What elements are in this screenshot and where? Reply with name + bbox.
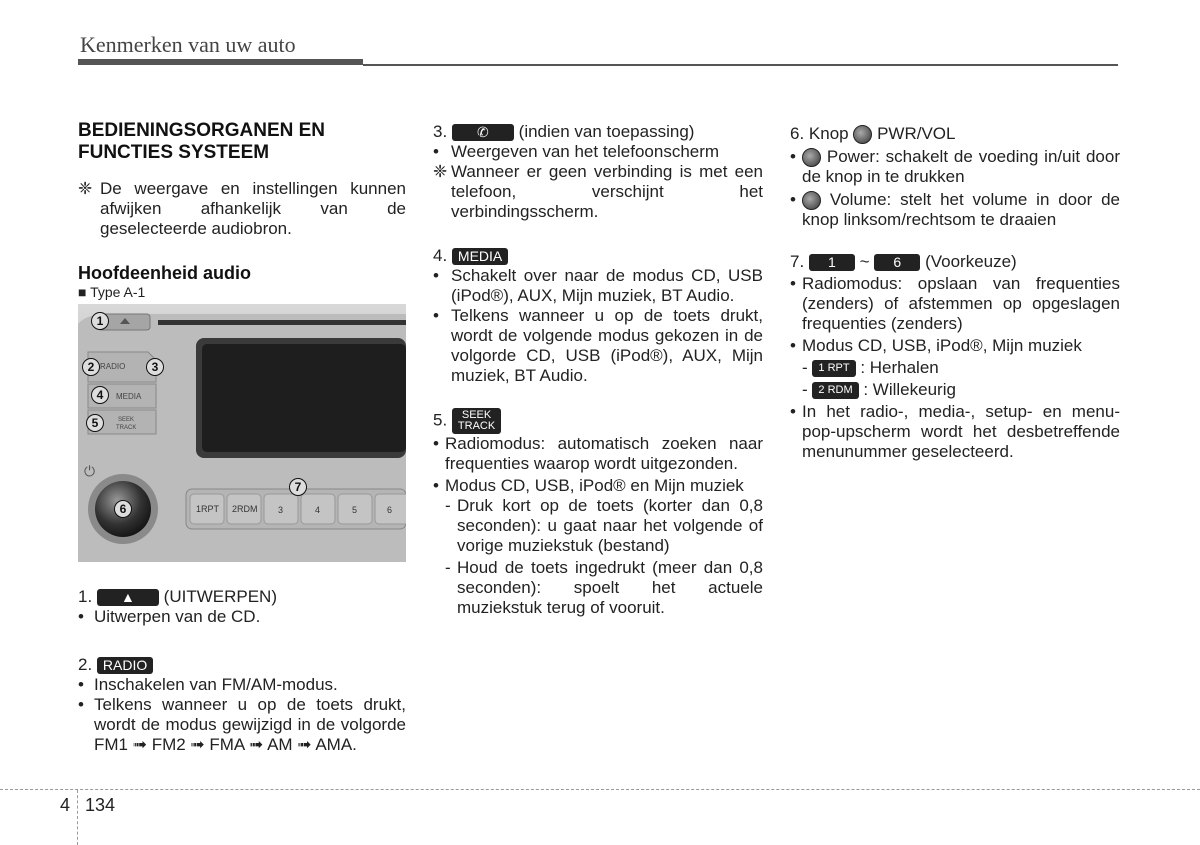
- eject-button-icon: ▲: [97, 589, 159, 606]
- footer-divider: [77, 790, 78, 845]
- item-1-suffix: (UITWERPEN): [163, 587, 277, 606]
- phone-button-icon: ✆: [452, 124, 514, 141]
- item-5-sub-2: - Houd de toets ingedrukt (meer dan 0,8 seconden): spoelt het actuele muziekstuk terug of vooruit.: [445, 558, 763, 617]
- item-5-title: 5. SEEK TRACK: [433, 408, 763, 434]
- preset-label-6: 6: [387, 505, 393, 515]
- preset-6-button-icon: 6: [874, 254, 920, 271]
- item-4-bullet-1: • Schakelt over naar de modus CD, USB (iPod®), AUX, Mijn muziek, BT Audio.: [433, 266, 763, 305]
- knob-icon: [853, 125, 872, 144]
- item-7-bullet-3: • In het radio-, media-, setup- en menu-pop-upscherm wordt het desbetreffende menunummer geselecteerd.: [790, 402, 1120, 462]
- section-heading-line2: FUNCTIES SYSTEEM: [78, 142, 270, 163]
- item-5-bullet-1: • Radiomodus: automatisch zoeken naar frequenties waarop wordt uitgezonden.: [433, 434, 763, 473]
- radio-unit-image: [78, 304, 406, 562]
- column-1: [78, 120, 406, 755]
- callout-6: 6: [114, 500, 132, 518]
- item-7-rdm: - 2 RDM : Willekeurig: [802, 380, 956, 400]
- item-7-bullet-1: • Radiomodus: opslaan van frequenties (zenders) of afstemmen op opgeslagen frequenties (zenders): [790, 274, 1120, 334]
- item-4-title: 4. MEDIA: [433, 246, 763, 266]
- rdm-button-icon: 2 RDM: [812, 382, 858, 399]
- item-7-rpt: - 1 RPT : Herhalen: [802, 358, 939, 378]
- subheading: Hoofdeenheid audio: [78, 263, 251, 283]
- rpt-button-icon: 1 RPT: [812, 360, 855, 377]
- callout-2: 2: [82, 358, 100, 376]
- note-text: De weergave en instellingen kunnen afwijken afhankelijk van de geselecteerde audiobron.: [100, 179, 406, 238]
- item-2-number: 2.: [78, 655, 93, 674]
- callout-1: 1: [91, 312, 109, 330]
- svg-text:⏻: ⏻: [84, 464, 96, 480]
- item-3-title: 3. ✆ (indien van toepassing): [433, 122, 695, 141]
- item-7-bullet-2: • Modus CD, USB, iPod®, Mijn muziek: [790, 336, 1082, 356]
- item-1-bullet: • Uitwerpen van de CD.: [78, 607, 261, 626]
- preset-label-3: 3: [278, 505, 284, 515]
- item-5-bullet-2: • Modus CD, USB, iPod® en Mijn muziek: [433, 476, 744, 495]
- track-button-label: TRACK: [116, 425, 137, 431]
- preset-1-button-icon: 1: [809, 254, 855, 271]
- item-3-bullet: • Weergeven van het telefoonscherm: [433, 142, 720, 161]
- item-2-title: [78, 655, 406, 675]
- chapter-number: 4: [60, 795, 71, 815]
- radio-button-label: RADIO: [100, 362, 126, 371]
- media-button-icon: MEDIA: [452, 248, 508, 265]
- type-label: ■ Type A-1: [78, 284, 146, 300]
- column-3: [790, 124, 1120, 462]
- item-7-title: 7. 1 ~ 6 (Voorkeuze): [790, 252, 1017, 272]
- preset-label-1: 1RPT: [196, 504, 220, 514]
- item-2-bullet-1: • Inschakelen van FM/AM-modus.: [78, 675, 338, 694]
- preset-label-2: 2RDM: [232, 504, 258, 514]
- item-4-bullet-2: • Telkens wanneer u op de toets drukt, wordt de volgende modus gekozen in de volgorde CD, USB (iPod®), AUX, Mijn muziek, BT Audio.: [433, 306, 763, 385]
- item-2-bullet-2: • Telkens wanneer u op de toets drukt, wordt de modus gewijzigd in de volgorde FM1 ➟ FM2 ➟ FMA ➟ AM ➟ AMA.: [78, 695, 406, 754]
- preset-label-4: 4: [315, 505, 321, 515]
- callout-7: 7: [289, 478, 307, 496]
- item-6-title: 6. Knop PWR/VOL: [790, 124, 956, 143]
- media-button-label: MEDIA: [116, 392, 142, 401]
- item-3-note: ❈ Wanneer er geen verbinding is met een telefoon, verschijnt het verbindingsscherm.: [433, 162, 763, 221]
- knob-icon: [802, 191, 821, 210]
- item-6-bullet-1: • Power: schakelt de voeding in/uit door de knop in te drukken: [790, 147, 1120, 187]
- section-heading-line1: BEDIENINGSORGANEN EN: [78, 120, 326, 141]
- knob-icon: [802, 148, 821, 167]
- item-6-bullet-2: • Volume: stelt het volume in door de knop linksom/rechtsom te draaien: [790, 190, 1120, 230]
- preset-label-5: 5: [352, 505, 358, 515]
- callout-4: 4: [91, 386, 109, 404]
- callout-3: 3: [146, 358, 164, 376]
- note: [78, 179, 406, 239]
- page-number: 134: [85, 795, 116, 815]
- callout-5: 5: [86, 414, 104, 432]
- seek-track-button-icon: SEEK TRACK: [452, 408, 501, 434]
- seek-button-label: SEEK: [118, 417, 135, 423]
- item-5-sub-1: - Druk kort op de toets (korter dan 0,8 seconden): u gaat naar het volgende of vorige muziekstuk (bestand): [445, 496, 763, 555]
- note-mark: ❈: [78, 179, 93, 198]
- radio-button-icon: RADIO: [97, 657, 153, 674]
- item-1-number: 1.: [78, 587, 93, 606]
- header-rule-thin: [363, 64, 1118, 66]
- footer-rule: [0, 789, 1200, 790]
- page-header-title: Kenmerken van uw auto: [80, 32, 296, 57]
- header-rule-thick: [78, 59, 363, 65]
- radio-unit-drawing: [78, 304, 406, 562]
- item-1-title: [78, 587, 406, 607]
- column-2: [433, 122, 763, 618]
